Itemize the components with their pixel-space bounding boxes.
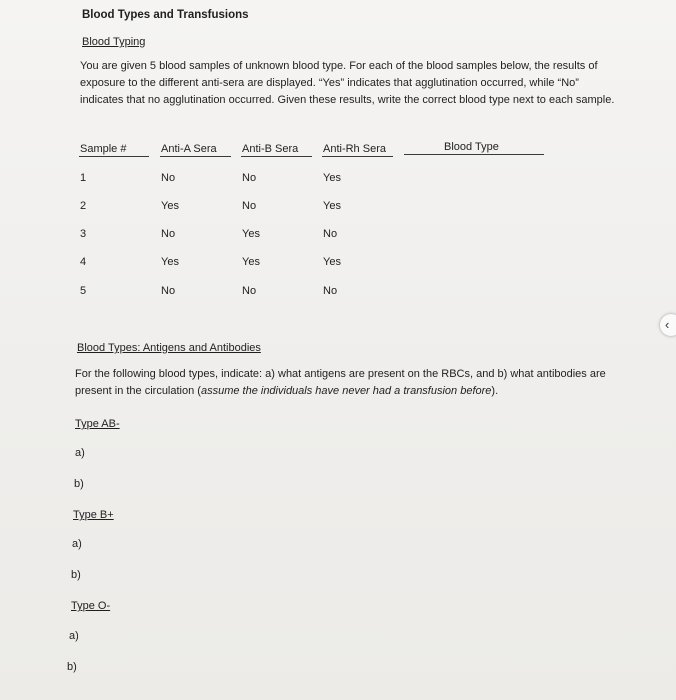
anti-a-result: No [161,172,176,184]
anti-b-result: Yes [242,228,260,240]
blood-typing-instructions: You are given 5 blood samples of unknown blood type. For each of the blood samples below, the results of exposure to the different anti-sera are displayed. “Yes” indicates that agglutination occurred, while “No” indicates that no agglutination occurred. Given these results, write the correct blood type next to each sample. [80,60,615,106]
anti-rh-result: Yes [323,200,341,212]
type-b-pos-part-a: a) [72,538,82,550]
anti-a-result: Yes [161,200,179,212]
header-blood-type: Blood Type [444,141,499,153]
type-ab-neg-part-a: a) [75,447,85,459]
type-b-pos-part-b: b) [71,569,81,581]
header-anti-a: Anti-A Sera [161,143,217,155]
header-underline-sample [79,156,149,157]
anti-b-result: Yes [242,256,260,268]
type-o-neg-part-b: b) [67,661,77,673]
type-ab-neg-label: Type AB- [75,418,120,430]
sample-number: 1 [80,172,87,184]
anti-b-result: No [242,172,257,184]
type-o-neg-label: Type O- [71,600,111,612]
anti-rh-result: No [323,228,338,240]
anti-rh-result: No [323,285,338,297]
type-ab-neg-part-b: b) [74,478,84,490]
header-underline-anti-a [160,156,231,157]
header-anti-rh: Anti-Rh Sera [323,143,386,155]
anti-a-result: Yes [161,256,179,268]
anti-b-result: No [242,285,257,297]
type-o-neg-part-a: a) [69,630,79,642]
section-title-blood-typing: Blood Typing [82,36,146,48]
page-nav-button[interactable] [660,314,676,336]
header-underline-anti-b [241,156,312,157]
chevron-left-icon: ‹ [665,317,670,332]
header-underline-blood-type [404,154,544,155]
document-heading: Blood Types and Transfusions [82,9,249,21]
sample-number: 5 [80,285,87,297]
type-b-pos-label: Type B+ [73,509,114,521]
instructions-main: For the following blood types, indicate: a) what antigens are present on the RBCs, and b) what antibodies are present in the circulation ( [75,368,606,397]
anti-a-result: No [161,228,176,240]
anti-b-result: No [242,200,257,212]
sample-number: 4 [80,256,87,268]
header-sample: Sample # [80,143,127,155]
header-underline-anti-rh [322,156,393,157]
instructions-italic: assume the individuals have never had a transfusion before [200,385,492,397]
section-title-antigens-antibodies: Blood Types: Antigens and Antibodies [77,342,261,354]
antigens-antibodies-instructions [75,366,620,400]
anti-rh-result: Yes [323,172,341,184]
anti-a-result: No [161,285,176,297]
sample-number: 2 [80,200,87,212]
anti-rh-result: Yes [323,256,341,268]
header-anti-b: Anti-B Sera [242,143,299,155]
sample-number: 3 [80,228,87,240]
instructions-end: ). [491,385,499,397]
